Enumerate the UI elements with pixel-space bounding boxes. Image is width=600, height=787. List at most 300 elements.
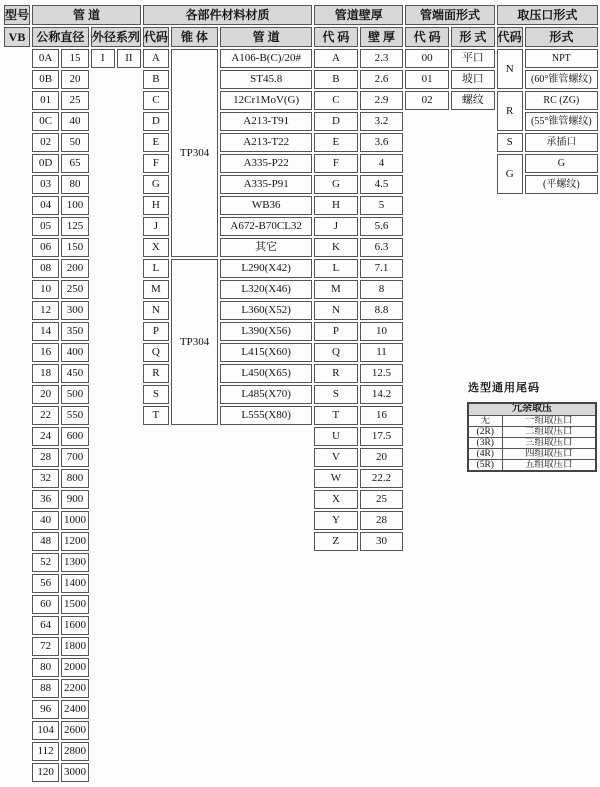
table-row [4, 343, 598, 362]
void-cell [143, 700, 169, 719]
void-cell [451, 490, 495, 509]
material-code-cell: F [143, 154, 169, 173]
dn-value-cell: 1500 [61, 595, 89, 614]
void-cell [117, 196, 141, 215]
void-cell [4, 91, 30, 110]
dn-code-cell: 0C [32, 112, 59, 131]
wall-code-cell: A [314, 49, 358, 68]
void-cell [117, 637, 141, 656]
dn-value-cell: 40 [61, 112, 89, 131]
void-cell [117, 133, 141, 152]
void-cell [451, 175, 495, 194]
void-cell [91, 511, 115, 530]
void-cell [314, 763, 358, 782]
void-cell [405, 196, 449, 215]
header-wall-code: 代 码 [314, 27, 358, 47]
void-cell [171, 595, 218, 614]
material-code-cell: S [143, 385, 169, 404]
optional-tail-codes-box [467, 379, 595, 472]
void-cell [314, 595, 358, 614]
table-row [4, 154, 598, 173]
void-cell [117, 343, 141, 362]
wall-code-cell: V [314, 448, 358, 467]
void-cell [525, 196, 598, 215]
void-cell [91, 154, 115, 173]
void-cell [143, 679, 169, 698]
header-od-series: 外径系列 [91, 27, 141, 47]
tap-code-cell: S [497, 133, 523, 152]
void-cell [360, 700, 404, 719]
void-cell [314, 553, 358, 572]
void-cell [117, 154, 141, 173]
table-row [4, 637, 598, 656]
redundant-tap-header: 冗余取压 [468, 403, 596, 415]
void-cell [117, 385, 141, 404]
void-cell [171, 427, 218, 446]
dn-code-cell: 22 [32, 406, 59, 425]
material-code-cell: G [143, 175, 169, 194]
end-face-form-cell: 平口 [451, 49, 495, 68]
void-cell [4, 658, 30, 677]
void-cell [171, 448, 218, 467]
void-cell [117, 322, 141, 341]
void-cell [525, 511, 598, 530]
end-face-code-cell: 00 [405, 49, 449, 68]
void-cell [220, 679, 312, 698]
void-cell [220, 553, 312, 572]
table-row [468, 426, 596, 437]
header-model: 型号 [4, 5, 30, 25]
table-row [4, 301, 598, 320]
material-code-cell: B [143, 70, 169, 89]
void-cell [143, 763, 169, 782]
table-row [468, 459, 596, 471]
material-code-cell: R [143, 364, 169, 383]
header-end-face-group: 管端面形式 [405, 5, 494, 25]
void-cell [91, 406, 115, 425]
void-cell [4, 574, 30, 593]
pipe-material-cell: ST45.8 [220, 70, 312, 89]
void-cell [497, 553, 523, 572]
table-row [4, 469, 598, 488]
dn-value-cell: 350 [61, 322, 89, 341]
material-code-cell: H [143, 196, 169, 215]
void-cell [220, 490, 312, 509]
dn-code-cell: 72 [32, 637, 59, 656]
void-cell [4, 154, 30, 173]
void-cell [497, 616, 523, 635]
void-cell [360, 763, 404, 782]
void-cell [451, 679, 495, 698]
wall-code-cell: F [314, 154, 358, 173]
header-wall-group: 管道壁厚 [314, 5, 403, 25]
void-cell [405, 322, 449, 341]
void-cell [220, 469, 312, 488]
dn-code-cell: 08 [32, 259, 59, 278]
void-cell [4, 763, 30, 782]
void-cell [451, 553, 495, 572]
dn-value-cell: 550 [61, 406, 89, 425]
void-cell [451, 133, 495, 152]
dn-code-cell: 06 [32, 238, 59, 257]
void-cell [171, 721, 218, 740]
dn-code-cell: 40 [32, 511, 59, 530]
tail-desc-cell: 一组取压口 [502, 415, 596, 426]
material-code-cell: A [143, 49, 169, 68]
pipe-material-cell: L450(X65) [220, 364, 312, 383]
void-cell [117, 280, 141, 299]
dn-code-cell: 36 [32, 490, 59, 509]
wall-value-cell: 7.1 [360, 259, 404, 278]
void-cell [4, 322, 30, 341]
void-cell [220, 427, 312, 446]
void-cell [91, 322, 115, 341]
dn-code-cell: 104 [32, 721, 59, 740]
wall-value-cell: 2.6 [360, 70, 404, 89]
void-cell [4, 742, 30, 761]
header-cone: 锥 体 [171, 27, 218, 47]
wall-value-cell: 28 [360, 511, 404, 530]
void-cell [525, 637, 598, 656]
void-cell [91, 343, 115, 362]
void-cell [451, 322, 495, 341]
wall-value-cell: 20 [360, 448, 404, 467]
void-cell [91, 679, 115, 698]
void-cell [171, 742, 218, 761]
void-cell [405, 763, 449, 782]
void-cell [451, 700, 495, 719]
tap-form-cell: 承插口 [525, 133, 598, 152]
pipe-material-cell: L290(X42) [220, 259, 312, 278]
void-cell [117, 658, 141, 677]
table-row [4, 658, 598, 677]
dn-value-cell: 400 [61, 343, 89, 362]
void-cell [451, 721, 495, 740]
void-cell [497, 532, 523, 551]
wall-value-cell: 22.2 [360, 469, 404, 488]
wall-value-cell: 2.3 [360, 49, 404, 68]
tap-code-cell: N [497, 49, 523, 89]
tap-form-cell: (60°锥管螺纹) [525, 70, 598, 89]
wall-code-cell: Z [314, 532, 358, 551]
void-cell [4, 406, 30, 425]
void-cell [314, 658, 358, 677]
void-cell [171, 532, 218, 551]
void-cell [117, 259, 141, 278]
header-vb: VB [4, 27, 30, 47]
header-face-code: 代 码 [405, 27, 449, 47]
void-cell [405, 259, 449, 278]
void-cell [314, 700, 358, 719]
void-cell [405, 637, 449, 656]
void-cell [451, 154, 495, 173]
void-cell [171, 763, 218, 782]
table-row [4, 763, 598, 782]
material-code-cell: N [143, 301, 169, 320]
void-cell [4, 679, 30, 698]
dn-value-cell: 300 [61, 301, 89, 320]
void-cell [220, 700, 312, 719]
void-cell [405, 301, 449, 320]
void-cell [405, 574, 449, 593]
tail-desc-cell: 二组取压口 [502, 426, 596, 437]
wall-value-cell: 4.5 [360, 175, 404, 194]
void-cell [117, 469, 141, 488]
dn-code-cell: 02 [32, 133, 59, 152]
dn-value-cell: 600 [61, 427, 89, 446]
void-cell [451, 196, 495, 215]
void-cell [143, 574, 169, 593]
void-cell [143, 511, 169, 530]
dn-value-cell: 1400 [61, 574, 89, 593]
dn-code-cell: 48 [32, 532, 59, 551]
void-cell [91, 574, 115, 593]
wall-code-cell: H [314, 196, 358, 215]
wall-code-cell: U [314, 427, 358, 446]
wall-code-cell: P [314, 322, 358, 341]
void-cell [497, 469, 523, 488]
header-face-form: 形 式 [451, 27, 495, 47]
table-row [4, 574, 598, 593]
void-cell [451, 259, 495, 278]
dn-code-cell: 52 [32, 553, 59, 572]
void-cell [451, 238, 495, 257]
void-cell [143, 448, 169, 467]
void-cell [220, 637, 312, 656]
void-cell [117, 574, 141, 593]
tail-codes-title: 选型通用尾码 [468, 382, 540, 394]
dn-code-cell: 04 [32, 196, 59, 215]
table-row [4, 595, 598, 614]
void-cell [525, 469, 598, 488]
void-cell [4, 301, 30, 320]
dn-code-cell: 96 [32, 700, 59, 719]
end-face-form-cell: 坡口 [451, 70, 495, 89]
void-cell [497, 322, 523, 341]
void-cell [525, 595, 598, 614]
dn-code-cell: 56 [32, 574, 59, 593]
material-code-cell: T [143, 406, 169, 425]
void-cell [143, 637, 169, 656]
void-cell [360, 637, 404, 656]
table-row [4, 238, 598, 257]
void-cell [4, 553, 30, 572]
table-row [4, 49, 598, 68]
void-cell [91, 469, 115, 488]
void-cell [497, 721, 523, 740]
wall-code-cell: D [314, 112, 358, 131]
void-cell [360, 742, 404, 761]
dn-code-cell: 80 [32, 658, 59, 677]
void-cell [220, 511, 312, 530]
void-cell [91, 280, 115, 299]
void-cell [117, 448, 141, 467]
void-cell [4, 259, 30, 278]
material-code-cell: X [143, 238, 169, 257]
dn-value-cell: 15 [61, 49, 89, 68]
void-cell [405, 343, 449, 362]
void-cell [4, 595, 30, 614]
void-cell [4, 196, 30, 215]
void-cell [525, 658, 598, 677]
wall-code-cell: E [314, 133, 358, 152]
void-cell [91, 742, 115, 761]
dn-value-cell: 80 [61, 175, 89, 194]
void-cell [405, 679, 449, 698]
void-cell [405, 112, 449, 131]
void-cell [91, 112, 115, 131]
void-cell [405, 595, 449, 614]
dn-code-cell: 01 [32, 91, 59, 110]
dn-code-cell: 32 [32, 469, 59, 488]
void-cell [525, 238, 598, 257]
void-cell [91, 91, 115, 110]
wall-value-cell: 4 [360, 154, 404, 173]
void-cell [525, 280, 598, 299]
void-cell [405, 616, 449, 635]
void-cell [360, 616, 404, 635]
void-cell [117, 679, 141, 698]
wall-code-cell: G [314, 175, 358, 194]
wall-value-cell: 3.6 [360, 133, 404, 152]
void-cell [497, 574, 523, 593]
void-cell [451, 637, 495, 656]
void-cell [525, 532, 598, 551]
header-material-pipe: 管 道 [220, 27, 312, 47]
dn-value-cell: 2600 [61, 721, 89, 740]
header-materials-group: 各部件材料材质 [143, 5, 312, 25]
tail-desc-cell: 四组取压口 [502, 448, 596, 459]
void-cell [451, 742, 495, 761]
table-row [4, 511, 598, 530]
void-cell [497, 238, 523, 257]
void-cell [171, 700, 218, 719]
void-cell [405, 175, 449, 194]
dn-value-cell: 50 [61, 133, 89, 152]
material-code-cell: D [143, 112, 169, 131]
table-row [4, 280, 598, 299]
dn-value-cell: 2800 [61, 742, 89, 761]
wall-code-cell: T [314, 406, 358, 425]
void-cell [314, 637, 358, 656]
void-cell [4, 385, 30, 404]
table-row [4, 553, 598, 572]
void-cell [360, 574, 404, 593]
table-row [4, 532, 598, 551]
dn-value-cell: 25 [61, 91, 89, 110]
void-cell [405, 154, 449, 173]
wall-code-cell: B [314, 70, 358, 89]
wall-code-cell: J [314, 217, 358, 236]
void-cell [314, 679, 358, 698]
void-cell [451, 511, 495, 530]
void-cell [405, 427, 449, 446]
pipe-material-cell: WB36 [220, 196, 312, 215]
void-cell [405, 133, 449, 152]
dn-value-cell: 1000 [61, 511, 89, 530]
void-cell [497, 637, 523, 656]
void-cell [91, 133, 115, 152]
void-cell [405, 448, 449, 467]
void-cell [405, 385, 449, 404]
pipe-material-cell: A213-T91 [220, 112, 312, 131]
header-wall-value: 壁 厚 [360, 27, 404, 47]
dn-value-cell: 2400 [61, 700, 89, 719]
void-cell [91, 616, 115, 635]
void-cell [117, 175, 141, 194]
pipe-material-cell: L360(X52) [220, 301, 312, 320]
pipe-material-cell: A672-B70CL32 [220, 217, 312, 236]
void-cell [497, 196, 523, 215]
void-cell [525, 217, 598, 236]
dn-value-cell: 100 [61, 196, 89, 215]
void-cell [497, 259, 523, 278]
table-row [468, 403, 596, 415]
void-cell [171, 616, 218, 635]
tail-desc-cell: 三组取压口 [502, 437, 596, 448]
void-cell [525, 343, 598, 362]
dn-value-cell: 65 [61, 154, 89, 173]
void-cell [525, 301, 598, 320]
tap-form-cell: NPT [525, 49, 598, 68]
void-cell [171, 658, 218, 677]
void-cell [405, 406, 449, 425]
void-cell [4, 448, 30, 467]
void-cell [143, 658, 169, 677]
pipe-material-cell: L555(X80) [220, 406, 312, 425]
dn-value-cell: 150 [61, 238, 89, 257]
wall-value-cell: 6.3 [360, 238, 404, 257]
pipe-material-cell: A335-P91 [220, 175, 312, 194]
void-cell [497, 763, 523, 782]
pipe-material-cell: L390(X56) [220, 322, 312, 341]
dn-value-cell: 800 [61, 469, 89, 488]
void-cell [314, 616, 358, 635]
void-cell [220, 742, 312, 761]
tap-code-cell: R [497, 91, 523, 131]
wall-value-cell: 8 [360, 280, 404, 299]
void-cell [525, 553, 598, 572]
dn-value-cell: 3000 [61, 763, 89, 782]
tap-code-cell: G [497, 154, 523, 194]
void-cell [4, 280, 30, 299]
void-cell [220, 616, 312, 635]
wall-value-cell: 2.9 [360, 91, 404, 110]
wall-code-cell: K [314, 238, 358, 257]
void-cell [91, 364, 115, 383]
wall-value-cell: 5.6 [360, 217, 404, 236]
dn-value-cell: 2200 [61, 679, 89, 698]
wall-value-cell: 17.5 [360, 427, 404, 446]
material-code-cell: E [143, 133, 169, 152]
void-cell [360, 553, 404, 572]
dn-code-cell: 12 [32, 301, 59, 320]
od-series-1-cell: I [91, 49, 115, 68]
pipe-material-cell: L320(X46) [220, 280, 312, 299]
void-cell [91, 700, 115, 719]
void-cell [143, 427, 169, 446]
wall-code-cell: X [314, 490, 358, 509]
void-cell [117, 616, 141, 635]
end-face-form-cell: 螺纹 [451, 91, 495, 110]
void-cell [91, 301, 115, 320]
table-row [4, 742, 598, 761]
void-cell [91, 532, 115, 551]
dn-code-cell: 88 [32, 679, 59, 698]
material-code-cell: P [143, 322, 169, 341]
tail-code-cell: (4R) [468, 448, 502, 459]
dn-code-cell: 0B [32, 70, 59, 89]
